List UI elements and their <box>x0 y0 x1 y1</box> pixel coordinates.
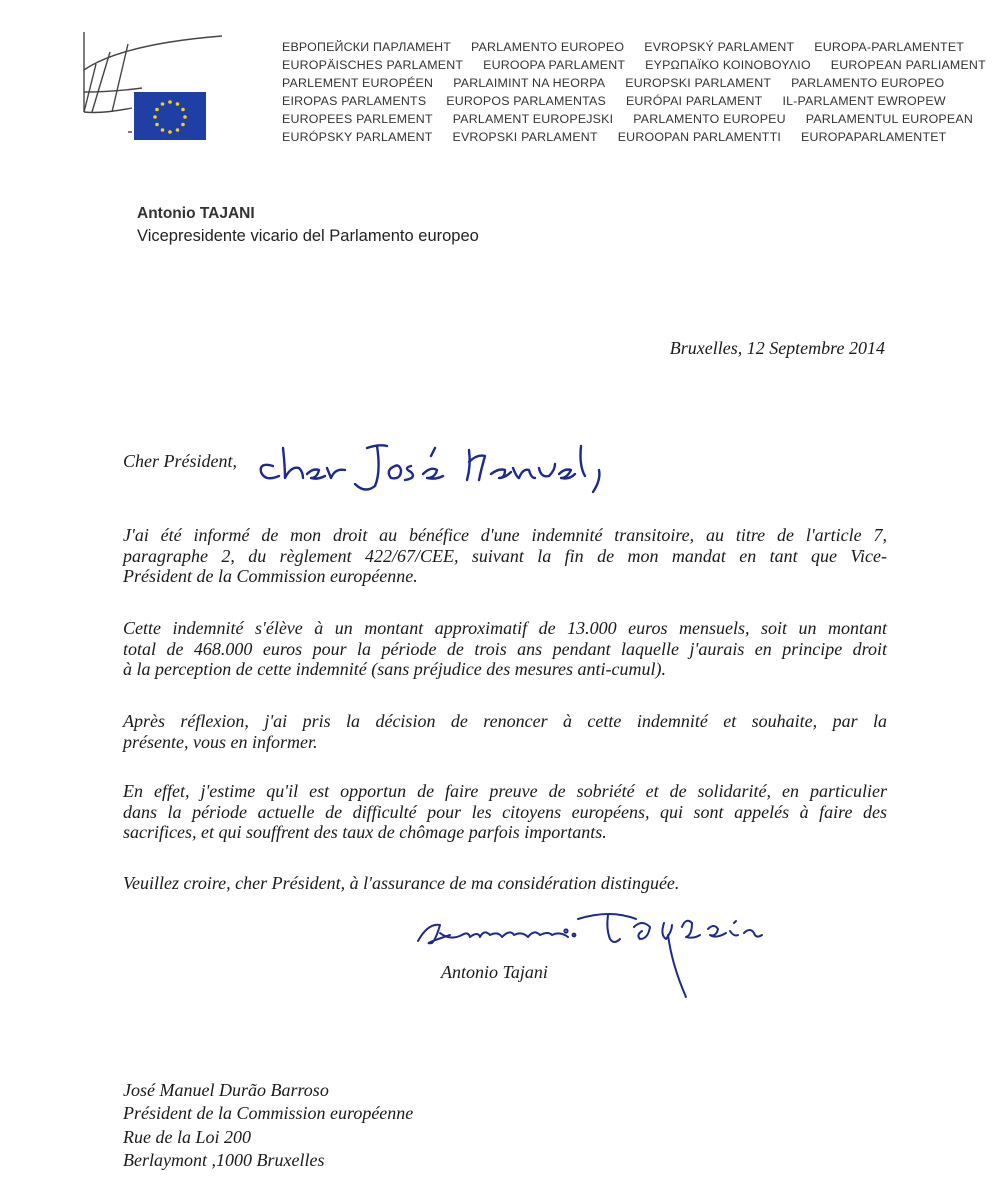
letterhead-entry: EUROOPAN PARLAMENTTI <box>617 130 781 144</box>
paragraph <box>123 618 887 680</box>
letterhead-entry: IL-PARLAMENT EWROPEW <box>782 94 946 108</box>
letterhead-entry: ЕВРОПЕЙСКИ ПАРЛАМЕНТ <box>282 40 451 54</box>
letterhead-entry: PARLAMENTO EUROPEU <box>633 112 786 126</box>
paragraph-line: En effet, j'estime qu'il est opportun de faire preuve de sobriété et de solidarité, en particulier <box>123 781 887 801</box>
letterhead-entry: PARLAMENTO EUROPEO <box>791 76 945 90</box>
letterhead-entry: EUROPÄISCHES PARLAMENT <box>282 58 464 72</box>
letterhead-entry: EUROPSKI PARLAMENT <box>625 76 772 90</box>
european-parliament-logo <box>82 30 230 142</box>
paragraph-line: à la perception de cette indemnité (sans préjudice des mesures anti-cumul). <box>123 659 667 679</box>
letterhead-entry: ΕΥΡΩΠΑΪΚΟ ΚΟΙΝΟΒΟΥΛΙΟ <box>645 58 811 72</box>
signature-text: Antonio Tajani <box>410 999 416 1000</box>
paragraph-line: paragraphe 2, du règlement 422/67/CEE, suivant la fin de mon mandat en tant que Vice- <box>123 545 887 566</box>
handwritten-greeting-text: cher José Manuel, <box>255 494 263 495</box>
paragraph-line: Président de la Commission européenne. <box>123 566 418 586</box>
salutation: Cher Président, <box>123 451 237 471</box>
letterhead-entry: EURÓPAI PARLAMENT <box>625 94 763 108</box>
letterhead-entry: EIROPAS PARLAMENTS <box>282 94 427 108</box>
letterhead-line <box>272 56 986 74</box>
letterhead-entry: EVROPSKÝ PARLAMENT <box>644 40 795 54</box>
letterhead-line <box>272 110 973 128</box>
paragraph <box>123 711 887 752</box>
handwritten-greeting <box>255 432 615 496</box>
letterhead-entry: EUROPAPARLAMENTET <box>800 130 947 144</box>
recipient-street: Rue de la Loi 200 <box>123 1126 251 1147</box>
letterhead-entry: EURÓPSKY PARLAMENT <box>282 130 433 144</box>
letterhead-line <box>272 74 952 92</box>
recipient-title: Président de la Commission européenne <box>123 1103 414 1124</box>
paragraph-line: Après réflexion, j'ai pris la décision de renoncer à cette indemnité et souhaite, par la <box>123 711 887 731</box>
paragraph <box>123 525 887 587</box>
letterhead-line <box>272 38 965 56</box>
letterhead-entry: EUROPEAN PARLIAMENT <box>830 58 986 72</box>
recipient-city: Berlaymont ,1000 Bruxelles <box>123 1149 325 1170</box>
letterhead-line <box>272 128 952 146</box>
sender-title: Vicepresidente vicario del Parlamento europeo <box>137 227 479 245</box>
signer-name: Antonio Tajani <box>441 962 548 982</box>
letterhead-entry: EUROPEES PARLEMENT <box>282 112 433 126</box>
letterhead-entry: PARLEMENT EUROPÉEN <box>282 76 434 90</box>
handwritten-signature <box>410 905 780 1000</box>
letterhead-entry: EUROPA-PARLAMENTET <box>814 40 965 54</box>
sender-name: Antonio TAJANI <box>137 205 255 222</box>
letterhead-entry: EUROOPA PARLAMENT <box>483 58 626 72</box>
paragraph-line: Cette indemnité s'élève à un montant approximatif de 13.000 euros mensuels, soit un montant <box>123 618 887 638</box>
letterhead-entry: PARLAMENT EUROPEJSKI <box>452 112 614 126</box>
recipient-name: José Manuel Durão Barroso <box>123 1080 329 1100</box>
paragraph-line: total de 468.000 euros pour la période de trois ans pendant laquelle j'aurais en principe droit <box>123 638 887 659</box>
letterhead-entry: PARLAIMINT NA HEORPA <box>453 76 606 90</box>
letterhead-entry: PARLAMENTO EUROPEO <box>471 40 625 54</box>
paragraph <box>123 781 887 843</box>
paragraph-line: sacrifices, et qui souffrent des taux de chômage parfois importants. <box>123 822 607 842</box>
paragraph-line: présente, vous en informer. <box>123 731 318 752</box>
letter-date: Bruxelles, 12 Septembre 2014 <box>669 338 885 358</box>
letterhead-entry: EUROPOS PARLAMENTAS <box>446 94 606 108</box>
letterhead-entry: EVROPSKI PARLAMENT <box>452 130 598 144</box>
letterhead-line <box>272 92 952 110</box>
letterhead-entry: PARLAMENTUL EUROPEAN <box>805 112 973 126</box>
paragraph-line: dans la période actuelle de difficulté pour les citoyens européens, qui sont appelés à faire des <box>123 801 887 822</box>
recipient-address <box>123 1079 413 1172</box>
paragraph-line: J'ai été informé de mon droit au bénéfice d'une indemnité transitoire, au titre de l'article 7, <box>123 525 887 545</box>
closing-formula: Veuillez croire, cher Président, à l'assurance de ma considération distinguée. <box>123 873 680 893</box>
